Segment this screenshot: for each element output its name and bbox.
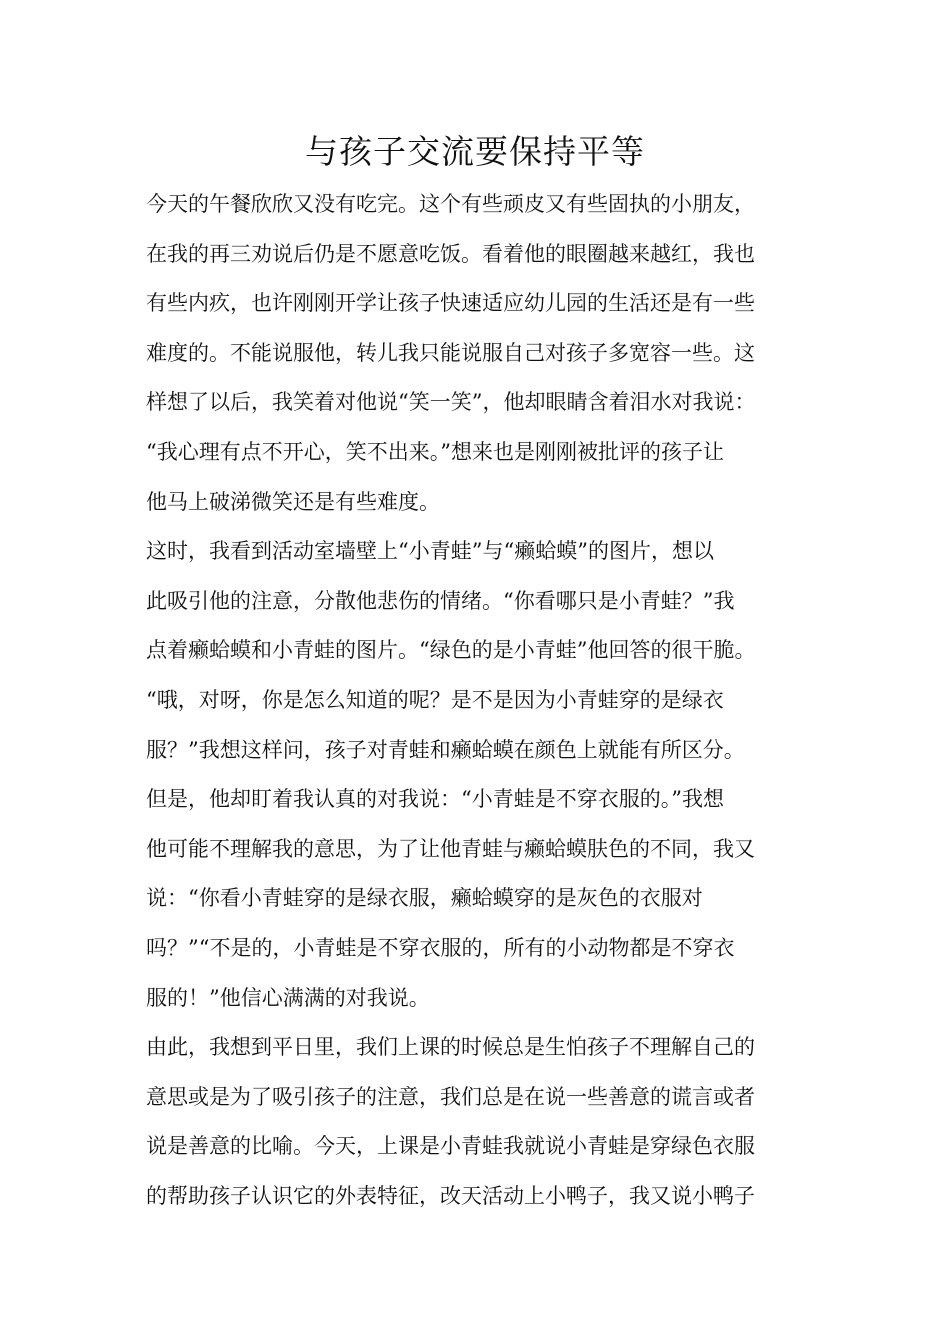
text-line: 但是，他却盯着我认真的对我说：“小青蛙是不穿衣服的。”我想 <box>146 787 724 812</box>
text-line: 由此，我想到平日里，我们上课的时候总是生怕孩子不理解自己的 <box>146 1035 755 1060</box>
text-line: 服的！”他信心满满的对我说。 <box>146 985 430 1010</box>
text-line: 有些内疚，也许刚刚开学让孩子快速适应幼儿园的生活还是有一些 <box>146 291 755 316</box>
text-line: 这时，我看到活动室墙壁上“小青蛙”与“癞蛤蟆”的图片，想以 <box>146 539 714 564</box>
text-line: 样想了以后，我笑着对他说“笑一笑”，他却眼睛含着泪水对我说： <box>146 390 756 415</box>
text-line: “我心理有点不开心，笑不出来。”想来也是刚刚被批评的孩子让 <box>146 439 724 464</box>
text-line: 吗？”“不是的，小青蛙是不穿衣服的，所有的小动物都是不穿衣 <box>146 935 735 960</box>
text-line: 此吸引他的注意，分散他悲伤的情绪。“你看哪只是小青蛙？”我 <box>146 588 735 613</box>
text-line: 服？”我想这样问，孩子对青蛙和癞蛤蟆在颜色上就能有所区分。 <box>146 737 745 762</box>
text-line: 说：“你看小青蛙穿的是绿衣服，癞蛤蟆穿的是灰色的衣服对 <box>146 886 703 911</box>
text-line: 今天的午餐欣欣又没有吃完。这个有些顽皮又有些固执的小朋友， <box>146 192 755 216</box>
document-title: 与孩子交流要保持平等 <box>305 132 645 171</box>
text-line: “哦，对呀，你是怎么知道的呢？是不是因为小青蛙穿的是绿衣 <box>146 687 724 712</box>
text-line: 他可能不理解我的意思，为了让他青蛙与癞蛤蟆肤色的不同，我又 <box>146 836 755 861</box>
document-body <box>146 180 822 1221</box>
text-line: 在我的再三劝说后仍是不愿意吃饭。看着他的眼圈越来越红，我也 <box>146 241 755 266</box>
text-line: 他马上破涕微笑还是有些难度。 <box>146 489 440 514</box>
text-line: 的帮助孩子认识它的外表特征，改天活动上小鸭子，我又说小鸭子 <box>146 1183 755 1208</box>
text-line: 意思或是为了吸引孩子的注意，我们总是在说一些善意的谎言或者 <box>146 1084 755 1109</box>
text-line: 说是善意的比喻。今天，上课是小青蛙我就说小青蛙是穿绿色衣服 <box>146 1134 755 1159</box>
text-line: 点着癞蛤蟆和小青蛙的图片。“绿色的是小青蛙”他回答的很干脆。 <box>146 638 756 663</box>
text-line: 难度的。不能说服他，转儿我只能说服自己对孩子多宽容一些。这 <box>146 340 755 365</box>
